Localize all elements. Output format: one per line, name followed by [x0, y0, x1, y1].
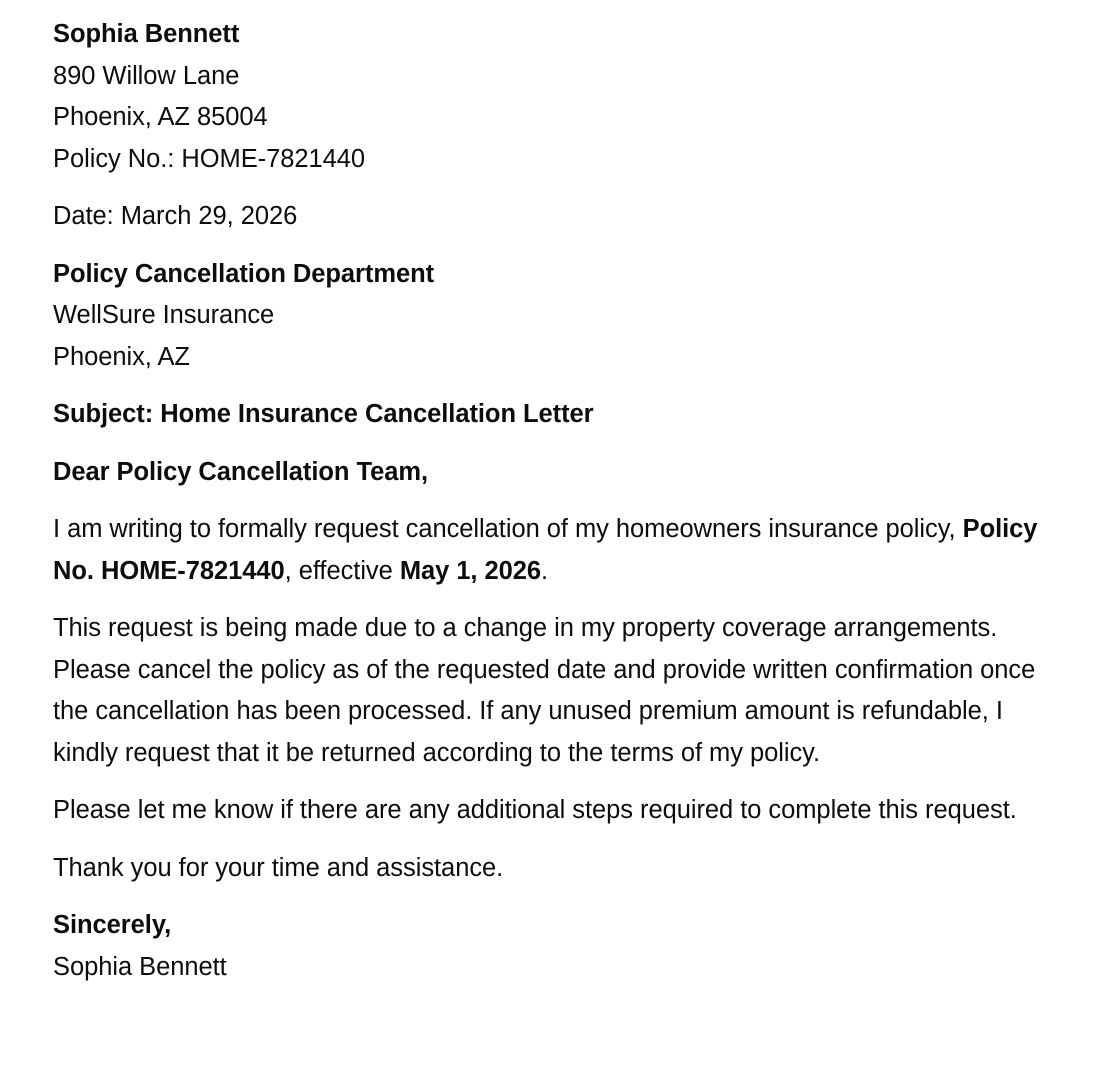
- signature-name: Sophia Bennett: [53, 952, 227, 981]
- sender-city-state-zip: Phoenix, AZ 85004: [53, 103, 268, 131]
- paragraph-1-text-part-2: , effective: [284, 556, 400, 585]
- policy-number-emphasis: Policy No. HOME-7821440: [53, 515, 1038, 585]
- spacer: [53, 592, 1052, 608]
- paragraph-1-text-part-3: .: [541, 556, 549, 585]
- paragraph-1-text-part-1: I am writing to formally request cancellation of my homeowners insurance policy,: [53, 515, 963, 543]
- recipient-city-state: Phoenix, AZ: [53, 342, 190, 371]
- body-paragraph-1: [53, 509, 1038, 592]
- spacer: [53, 889, 1052, 905]
- sender-policy-number: Policy No.: HOME-7821440: [53, 144, 366, 173]
- spacer: [53, 774, 1052, 790]
- spacer: [53, 832, 1052, 848]
- date-label: Date:: [53, 202, 114, 230]
- spacer: [53, 180, 1052, 196]
- valediction: Sincerely,: [53, 911, 172, 939]
- date-line: [53, 196, 1052, 238]
- sender-name: Sophia Bennett: [53, 20, 240, 48]
- effective-date-emphasis: May 1, 2026: [399, 556, 542, 585]
- sender-address-block: [53, 14, 1052, 180]
- recipient-company: WellSure Insurance: [53, 301, 275, 329]
- recipient-address-block: [53, 254, 1052, 379]
- body-paragraph-4: Thank you for your time and assistance.: [53, 853, 504, 882]
- spacer: [53, 378, 1052, 394]
- spacer: [53, 436, 1052, 452]
- date-value: March 29, 2026: [113, 202, 298, 230]
- subject-line: Subject: Home Insurance Cancellation Letter: [53, 400, 594, 428]
- spacer: [53, 493, 1052, 509]
- spacer: [53, 238, 1052, 254]
- salutation: Dear Policy Cancellation Team,: [53, 457, 428, 486]
- closing-block: [53, 905, 1052, 988]
- body-paragraph-3: Please let me know if there are any additional steps required to complete this request.: [53, 796, 1017, 824]
- recipient-department: Policy Cancellation Department: [53, 259, 435, 288]
- sender-street: 890 Willow Lane: [53, 61, 240, 90]
- body-paragraph-2: This request is being made due to a change in my property coverage arrangements. Please cancel the policy as of the requested date and provide written confirmation once the cancellation has been processed. If any unused premium amount is refundable, I kindly request that it be returned according to the terms of my policy.: [53, 614, 1036, 767]
